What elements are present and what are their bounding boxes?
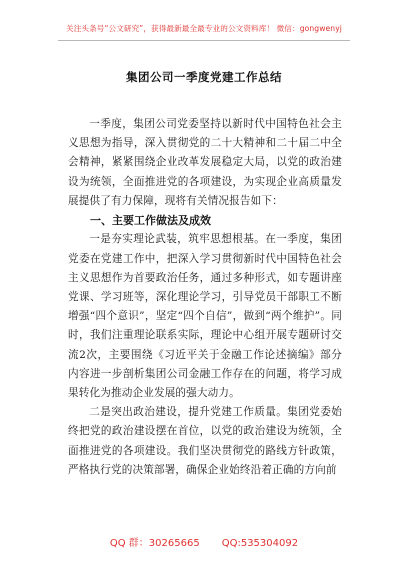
section-heading: 一、主要工作做法及成效 — [90, 214, 211, 228]
document-body — [68, 115, 342, 480]
intro-paragraph: 一季度，集团公司党委坚持以新时代中国特色社会主义思想为指导，深入贯彻党的二十大精神和二十届二中全会精神，紧紧围绕企业改革发展稳定大局，以党的政治建设为统领，全面推进党的各项建设，为实现企业高质量发展提供了有力保障，现将有关情况报告如下： — [68, 118, 342, 207]
body-paragraph-2: 二是突出政治建设，提升党建工作质量。集团党委始终把党的政治建设摆在首位，以党的政治建设为统领，全面推进党的各项建设。我们坚决贯彻党的路线方针政策，严格执行党的决策部署，确保企业始终沿着正确的方向前 — [68, 406, 342, 476]
footer-qq-number: QQ:535304092 — [221, 538, 299, 549]
header-banner: 关注头条号“公文研究”，获得最新最全最专业的公文资料库！ 微信：gongwenyj — [66, 24, 342, 33]
footer-contact — [0, 534, 408, 549]
header-divider — [58, 40, 350, 41]
body-paragraph-1: 一是夯实理论武装，筑牢思想根基。在一季度，集团党委在党建工作中，把深入学习贯彻新时代中国特色社会主义思想作为首要政治任务，通过多种形式，如专题讲座党课、学习班等，深化理论学习，引导党员干部职工不断增强“四个意识”，坚定“四个自信”，做到“两个维护”。同时，我们注重理论联系实际，理论中心组开展专题研讨交流2次，主要围绕《习近平关于金融工作论述摘编》部分内容进一步剖析集团公司金融工作存在的问题，将学习成果转化为推动企业发展的强大动力。 — [68, 233, 342, 400]
footer-qq-group: QQ 群：30265665 — [109, 538, 200, 549]
document-title: 集团公司一季度党建工作总结 — [126, 70, 282, 84]
